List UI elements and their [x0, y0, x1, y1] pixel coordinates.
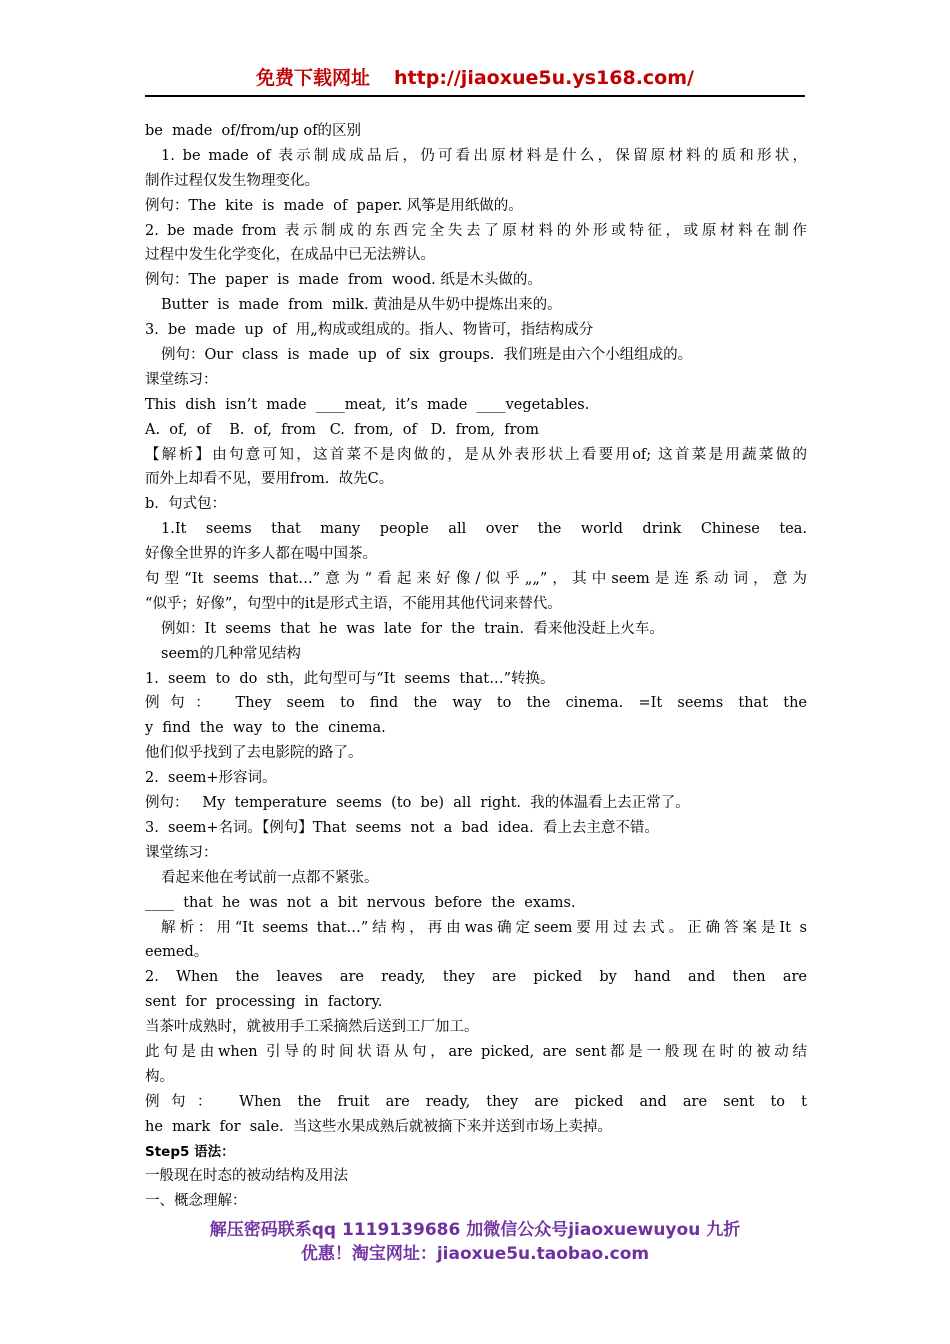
page-footer — [145, 1218, 805, 1266]
text-line: 3. seem+名词。【例句】That seems not a bad idea. 看上去主意不错。 — [145, 819, 659, 836]
text-line: 构。 — [145, 1068, 174, 1085]
header-title: 免费下载网址 — [256, 67, 371, 89]
text-line: 制作过程仅发生物理变化。 — [145, 172, 319, 189]
text-line: 2. be made from 表示制成的东西完全失去了原材料的外形或特征，或原材料在制作 — [145, 222, 807, 239]
text-line: sent for processing in factory. — [145, 994, 383, 1011]
text-line: 好像全世界的许多人都在喝中国茶。 — [145, 546, 377, 563]
text-line: 例句：The kite is made of paper. 风筝是用纸做的。 — [145, 197, 523, 214]
text-line: 看起来他在考试前一点都不紧张。 — [161, 869, 379, 886]
document-body — [145, 119, 807, 1214]
text-line: 1. be made of 表示制成成品后，仍可看出原材料是什么，保留原材料的质和形状， — [161, 147, 807, 164]
text-line: 【解析】由句意可知，这首菜不是肉做的，是从外表形状上看要用of; 这首菜是用蔬菜做的 — [145, 446, 807, 463]
text-line: This dish isn’t made ____meat, it’s made ____vegetables. — [145, 396, 590, 413]
text-line: he mark for sale. 当这些水果成熟后就被摘下来并送到市场上卖掉。 — [145, 1118, 612, 1135]
text-line: 句型“It seems that…”意为“看起来好像/似乎„„”，其中seem是连系动词，意为 — [145, 571, 807, 588]
text-line: 2. seem+形容词。 — [145, 770, 277, 787]
text-line: seem的几种常见结构 — [161, 645, 301, 662]
text-line: b. 句式包： — [145, 496, 227, 513]
text-line: 一般现在时态的被动结构及用法 — [145, 1168, 348, 1185]
text-line: 1.It seems that many people all over the world drink Chinese tea. — [161, 521, 807, 538]
text-line: y find the way to the cinema. — [145, 720, 386, 737]
text-line: 他们似乎找到了去电影院的路了。 — [145, 745, 363, 762]
footer-line-2: 优惠！淘宝网址：jiaoxue5u.taobao.com — [300, 1244, 650, 1264]
text-line: 例句： When the fruit are ready, they are picked and are sent to t — [145, 1093, 807, 1110]
text-line: 1. seem to do sth，此句型可与“It seems that…”转换。 — [145, 670, 555, 687]
text-line: 例如：It seems that he was late for the train. 看来他没赶上火车。 — [161, 620, 664, 637]
text-line: 一、概念理解： — [145, 1193, 247, 1210]
footer-line-1: 解压密码联系qq 1119139686 加微信公众号jiaoxuewuyou 九折 — [209, 1220, 741, 1240]
text-line: ____ that he was not a bit nervous before the exams. — [145, 894, 576, 911]
text-line: 2. When the leaves are ready, they are picked by hand and then are — [145, 969, 807, 986]
text-line: 而外上却看不见，要用from. 故先C。 — [145, 471, 394, 488]
text-line: Butter is made from milk. 黄油是从牛奶中提炼出来的。 — [161, 297, 562, 314]
text-line: 3. be made up of 用„构成或组成的。指人、物皆可，指结构成分 — [145, 322, 594, 339]
text-line: 此句是由when 引导的时间状语从句，are picked, are sent都是一般现在时的被动结 — [145, 1043, 807, 1060]
text-line: 课堂练习： — [145, 844, 218, 861]
text-line: 例句： They seem to find the way to the cinema. =It seems that the — [145, 695, 807, 712]
text-line: A. of, of B. of, from C. from, of D. from, from — [145, 421, 539, 438]
text-line: “似乎；好像”，句型中的it是形式主语，不能用其他代词来替代。 — [145, 595, 562, 612]
text-line: 例句： My temperature seems (to be) all right. 我的体温看上去正常了。 — [145, 795, 690, 812]
text-line: 例句：Our class is made up of six groups. 我们班是由六个小组组成的。 — [161, 347, 693, 364]
text-line: be made of/from/up of的区别 — [145, 123, 362, 139]
section-heading: Step5 语法： — [145, 1143, 235, 1160]
text-line: 课堂练习： — [145, 371, 218, 388]
text-line: 过程中发生化学变化，在成品中已无法辨认。 — [145, 247, 435, 264]
text-line: eemed。 — [145, 944, 209, 961]
text-line: 例句：The paper is made from wood. 纸是木头做的。 — [145, 272, 542, 289]
text-line: 当茶叶成熟时，就被用手工采摘然后送到工厂加工。 — [145, 1019, 479, 1036]
header-url[interactable]: http://jiaoxue5u.ys168.com/ — [394, 67, 694, 89]
page-header — [145, 62, 805, 97]
text-line: 解析：用“It seems that…”结构，再由was确定seem要用过去式。正确答案是It s — [161, 919, 807, 936]
